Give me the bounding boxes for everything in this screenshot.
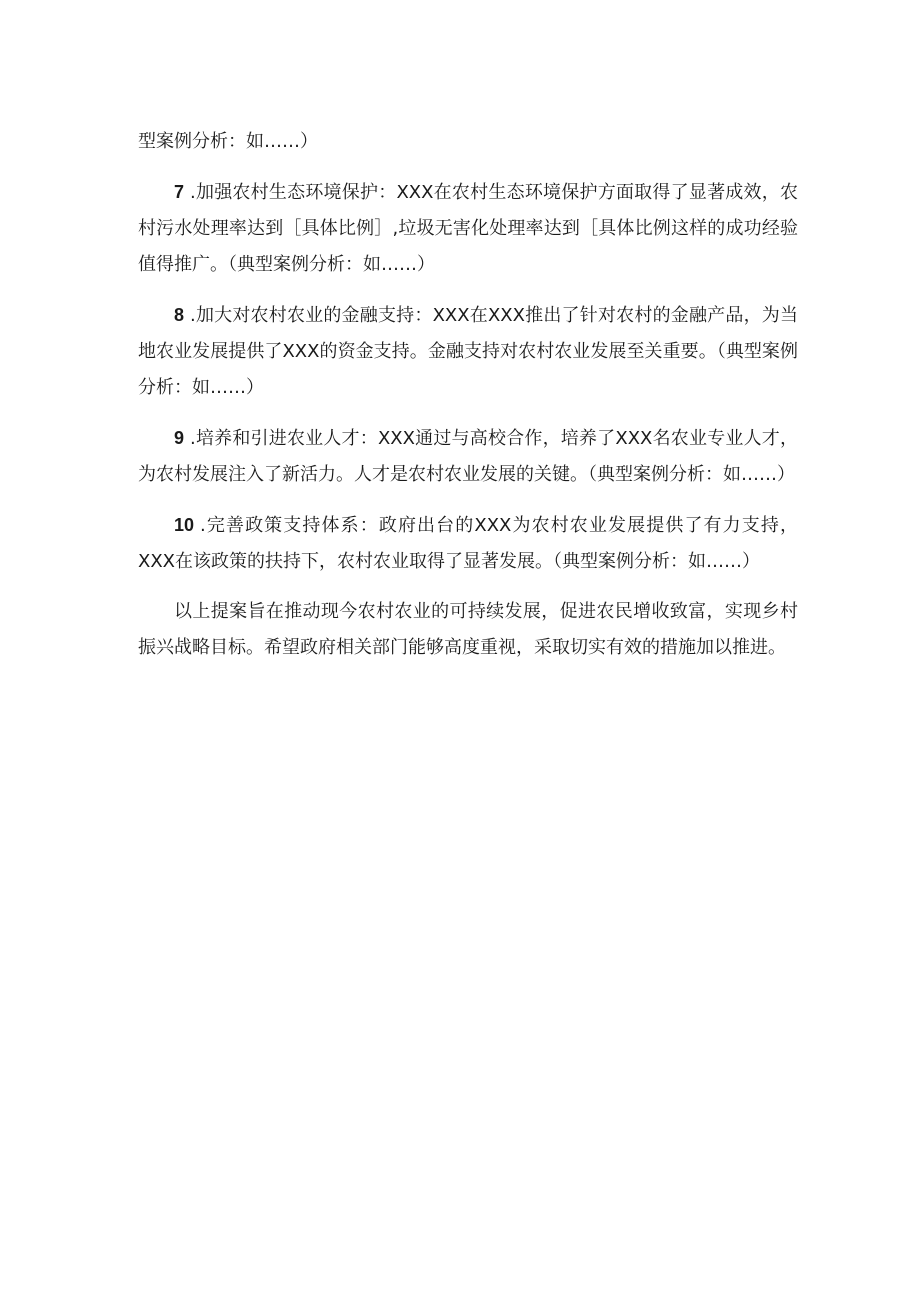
- paragraph-6-tail: [138, 124, 798, 160]
- paragraph-9: [138, 420, 798, 493]
- paragraph-text: .培养和引进农业人才：XXX通过与高校合作，培养了XXX名农业专业人才，为农村发展注入了新活力。人才是农村农业发展的关键。（典型案例分析：如……）: [138, 428, 798, 485]
- paragraph-text: .加强农村生态环境保护：XXX在农村生态环境保护方面取得了显著成效，农村污水处理率达到［具体比例］,垃圾无害化处理率达到［具体比例这样的成功经验值得推广。（典型案例分析：如……）: [138, 182, 798, 275]
- document-body: [138, 124, 798, 680]
- paragraph-10: [138, 507, 798, 580]
- paragraph-text: 型案例分析：如……）: [138, 131, 318, 152]
- paragraph-7: [138, 174, 798, 283]
- item-number: 7: [174, 182, 185, 202]
- paragraph-text: .完善政策支持体系：政府出台的XXX为农村农业发展提供了有力支持，XXX在该政策的扶持下，农村农业取得了显著发展。（典型案例分析：如……）: [138, 515, 798, 572]
- paragraph-text: .加大对农村农业的金融支持：XXX在XXX推出了针对农村的金融产品，为当地农业发展提供了XXX的资金支持。金融支持对农村农业发展至关重要。（典型案例分析：如……）: [138, 305, 798, 398]
- paragraph-conclusion: [138, 594, 798, 666]
- paragraph-text: 以上提案旨在推动现今农村农业的可持续发展，促进农民增收致富，实现乡村振兴战略目标。希望政府相关部门能够高度重视，采取切实有效的措施加以推进。: [138, 601, 798, 658]
- item-number: 8: [174, 305, 185, 325]
- paragraph-8: [138, 297, 798, 406]
- item-number: 10: [174, 515, 195, 535]
- item-number: 9: [174, 428, 185, 448]
